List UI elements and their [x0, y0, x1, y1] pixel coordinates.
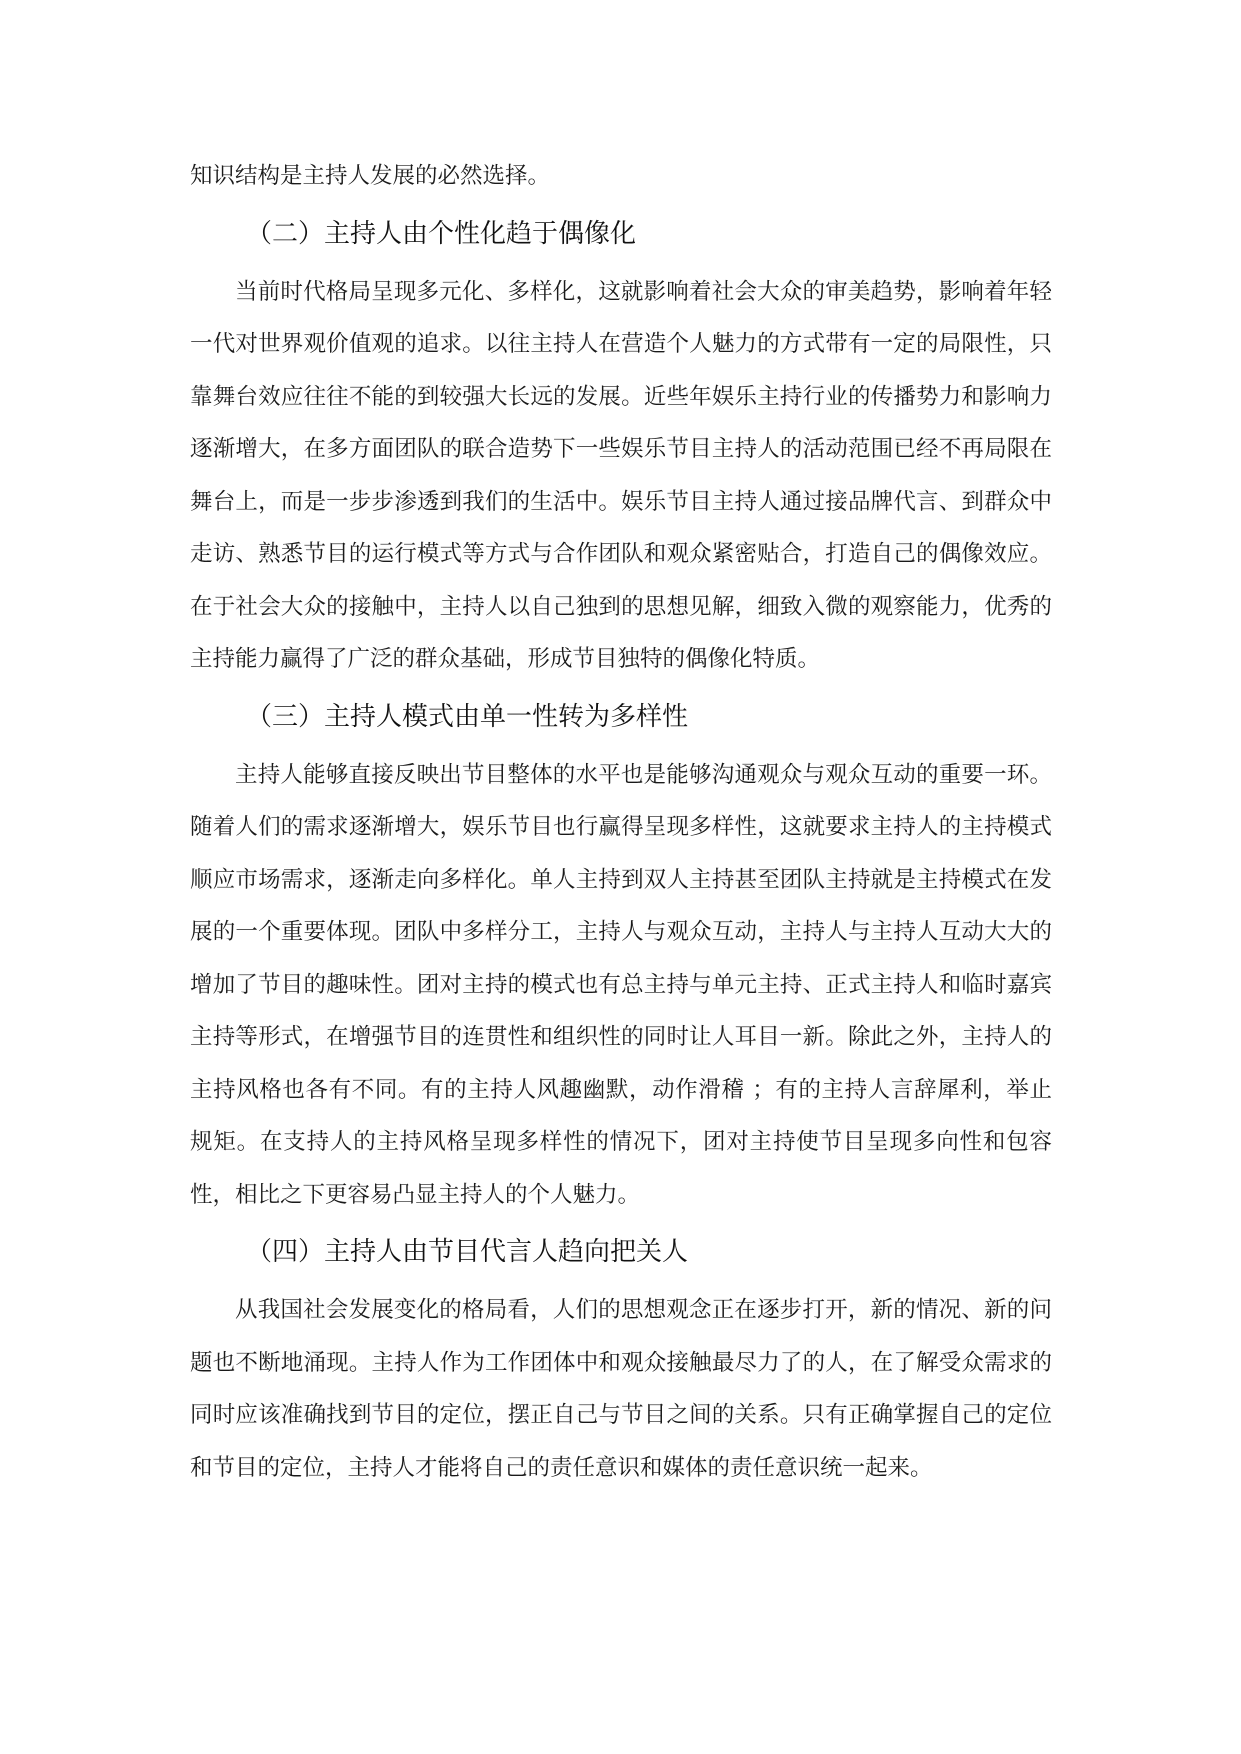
section-paragraph-4: 从我国社会发展变化的格局看，人们的思想观念正在逐步打开，新的情况、新的问题也不断地涌现。主持人作为工作团体中和观众接触最尽力了的人，在了解受众需求的同时应该准确找到节目的定位，摆正自己与节目之间的关系。只有正确掌握自己的定位和节目的定位，主持人才能将自己的责任意识和媒体的责任意识统一起来。 — [190, 1297, 1052, 1481]
section-paragraph-2: 当前时代格局呈现多元化、多样化，这就影响着社会大众的审美趋势，影响着年轻一代对世界观价值观的追求。以往主持人在营造个人魅力的方式带有一定的局限性，只靠舞台效应往往不能的到较强大长远的发展。近些年娱乐主持行业的传播势力和影响力逐渐增大，在多方面团队的联合造势下一些娱乐节目主持人的活动范围已经不再局限在舞台上，而是一步步渗透到我们的生活中。娱乐节目主持人通过接品牌代言、到群众中走访、熟悉节目的运行模式等方式与合作团队和观众紧密贴合，打造自己的偶像效应。在于社会大众的接触中，主持人以自己独到的思想见解，细致入微的观察能力，优秀的主持能力赢得了广泛的群众基础，形成节目独特的偶像化特质。 — [190, 278, 1052, 672]
section-heading-4: （四）主持人由节目代言人趋向把关人 — [246, 1237, 689, 1267]
section-heading-2: （二）主持人由个性化趋于偶像化 — [246, 218, 637, 249]
document-page — [190, 150, 1052, 1494]
section-heading-3: （三）主持人模式由单一性转为多样性 — [246, 701, 689, 732]
section-paragraph-3: 主持人能够直接反映出节目整体的水平也是能够沟通观众与观众互动的重要一环。随着人们的需求逐渐增大，娱乐节目也行赢得呈现多样性，这就要求主持人的主持模式顺应市场需求，逐渐走向多样化。单人主持到双人主持甚至团队主持就是主持模式在发展的一个重要体现。团队中多样分工，主持人与观众互动，主持人与主持人互动大大的增加了节目的趣味性。团对主持的模式也有总主持与单元主持、正式主持人和临时嘉宾主持等形式，在增强节目的连贯性和组织性的同时让人耳目一新。除此之外，主持人的主持风格也各有不同。有的主持人风趣幽默，动作滑稽 ；有的主持人言辞犀利，举止规矩。在支持人的主持风格呈现多样性的情况下，团对主持使节目呈现多向性和包容性，相比之下更容易凸显主持人的个人魅力。 — [190, 761, 1052, 1208]
opening-paragraph: 知识结构是主持人发展的必然选择。 — [190, 163, 551, 189]
